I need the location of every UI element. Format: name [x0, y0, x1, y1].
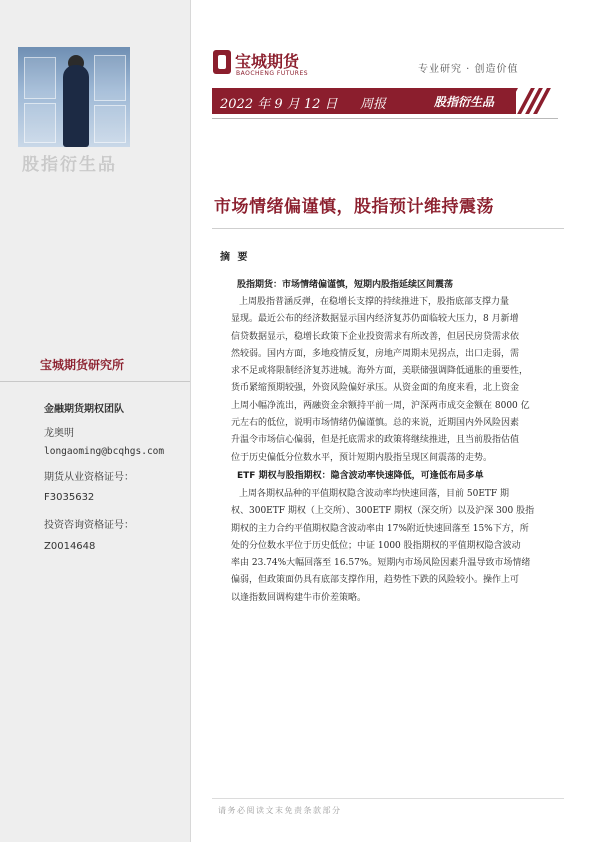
report-type: 周报 — [360, 97, 387, 112]
title-divider — [212, 228, 564, 229]
cert1-value: F3035632 — [44, 492, 95, 503]
cert2-value: Z0014648 — [44, 541, 96, 552]
research-institute: 宝城期货研究所 — [40, 358, 125, 372]
paragraph-line: 货币紧缩预期较强，外资风险偏好承压。从资金面的角度来看，北上资金 — [231, 383, 520, 394]
page-title: 市场情绪偏谨慎，股指预计维持震荡 — [214, 197, 494, 217]
paragraph-line: 显现。最近公布的经济数据显示国内经济复苏仍面临较大压力，8 月新增 — [231, 314, 519, 325]
logo-english: BAOCHENG FUTURES — [236, 70, 309, 77]
paragraph-line: 上周股指普涵反弹，在稳增长支撑的持续推进下，股指底部支撑力量 — [239, 297, 510, 307]
paragraph-line: 然较弱。国内方面，多地疫情反复，房地产周期未见拐点，出口走弱，需 — [231, 348, 520, 359]
disclaimer-footer: 请务必阅读文末免责条款部分 — [218, 806, 342, 815]
paragraph-line: 位于历史偏低分位数水平，预计短期内股指呈现区间震荡的走势。 — [231, 452, 493, 463]
paragraph-line: 元左右的低位，说明市场情绪仍偏谨慎。总的来说，近期国内外风险因素 — [231, 418, 520, 429]
sidebar-divider — [0, 381, 190, 382]
footer-divider — [212, 798, 564, 799]
section2-body — [231, 486, 557, 607]
left-sidebar — [0, 0, 191, 842]
header-divider — [212, 118, 558, 119]
author-name: 龙奥明 — [44, 428, 74, 439]
cert1-label: 期货从业资格证号： — [44, 472, 134, 483]
paragraph-line: 升温令市场信心偏弱，但是托底需求的政策将继续推进，且当前股指估值 — [231, 435, 520, 446]
abstract-label: 摘 要 — [220, 252, 250, 263]
paragraph-line: 求不足或将限制经济复苏进城。海外方面，美联储强调降低通胀的重要性， — [231, 366, 529, 377]
paragraph-line: 处的分位数水平位于历史低位；中证 1000 股指期权的平值期权隐含波动 — [231, 540, 521, 551]
cert2-label: 投资咨询资格证号： — [44, 520, 134, 531]
paragraph-line: 上周各期权品种的平值期权隐含波动率均快速回落，目前 50ETF 期 — [239, 489, 509, 499]
logo-chinese: 宝城期货 — [235, 52, 300, 71]
paragraph-line: 上周小幅净流出，两融资金余额持平前一周，沪深两市成交金额在 8000 亿 — [231, 400, 530, 411]
section2-heading: ETF 期权与股指期权：隐含波动率快速降低，可逢低布局多单 — [237, 471, 484, 481]
paragraph-line: 权、300ETF 期权（上交所）、300ETF 期权（深交所）以及沪深 300 股指 — [231, 506, 535, 517]
sidebar-category: 股指衍生品 — [22, 155, 117, 175]
report-category: 股指衍生品 — [434, 95, 495, 109]
report-date: 2022 年 9 月 12 日 — [220, 97, 338, 112]
author-email[interactable]: longaoming@bcqhgs.com — [44, 446, 165, 457]
banner-tip — [504, 88, 518, 114]
paragraph-line: 以逢指数回调构建牛市价差策略。 — [231, 592, 367, 603]
paragraph-line: 信贷数据显示，稳增长政策下企业投资需求有所改善，但居民房贷需求依 — [231, 331, 520, 342]
cover-image — [18, 47, 130, 147]
section1-heading: 股指期货：市场情绪偏谨慎，短期内股指延续区间震荡 — [237, 280, 454, 290]
slogan: 专业研究 · 创造价值 — [418, 64, 519, 75]
company-logo-icon — [213, 50, 231, 74]
section1-body — [231, 294, 557, 467]
paragraph-line: 期权的主力合约平值期权隐含波动率由 17%附近快速回落至 15%下方，所 — [231, 523, 529, 534]
paragraph-line: 率由 23.74%大幅回落至 16.57%。短期内市场风险因素升温导致市场情绪 — [231, 558, 531, 569]
paragraph-line: 偏弱，但政策面仍具有底部支撑作用，趋势性下跌的风险较小。操作上可 — [231, 575, 520, 586]
team-name: 金融期货期权团队 — [44, 404, 124, 415]
